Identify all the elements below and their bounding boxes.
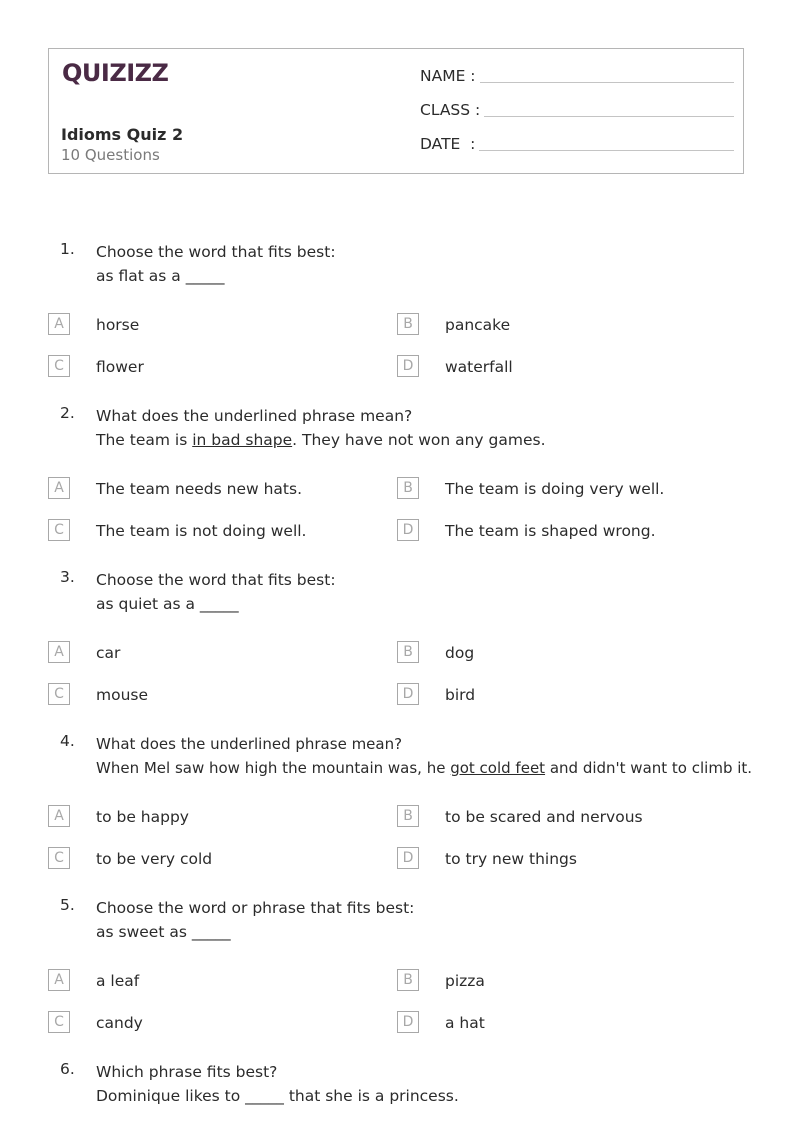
- option-letter-box: A: [48, 969, 70, 991]
- option-text: The team is shaped wrong.: [445, 522, 656, 540]
- question-text: [96, 240, 756, 288]
- q5-option-d[interactable]: [397, 1011, 697, 1035]
- option-text: car: [96, 644, 121, 662]
- q3-option-c[interactable]: [48, 683, 348, 707]
- option-text: a hat: [445, 1014, 485, 1032]
- question-detail: as quiet as a _____: [96, 595, 239, 613]
- option-letter-box: C: [48, 847, 70, 869]
- q4-option-c[interactable]: [48, 847, 348, 871]
- quizizz-logo: QUIZIZZ: [62, 59, 169, 87]
- option-text: mouse: [96, 686, 149, 704]
- option-text: horse: [96, 316, 140, 334]
- q4-option-d[interactable]: [397, 847, 697, 871]
- option-text: The team is not doing well.: [96, 522, 307, 540]
- underlined-phrase: got cold feet: [450, 759, 546, 777]
- question-detail: as sweet as _____: [96, 923, 231, 941]
- question-detail: Dominique likes to _____ that she is a princess.: [96, 1087, 459, 1105]
- q3-option-a[interactable]: [48, 641, 348, 665]
- q2-option-d[interactable]: [397, 519, 697, 543]
- q2-option-c[interactable]: [48, 519, 348, 543]
- question-number: 6.: [60, 1060, 75, 1078]
- question-number: 4.: [60, 732, 75, 750]
- question-text: [96, 896, 756, 944]
- option-letter-box: B: [397, 805, 419, 827]
- question-text: [96, 568, 756, 616]
- option-letter-box: D: [397, 519, 419, 541]
- option-letter-box: D: [397, 847, 419, 869]
- quiz-title: Idioms Quiz 2: [61, 125, 184, 144]
- option-letter-box: D: [397, 355, 419, 377]
- question-prompt: What does the underlined phrase mean?: [96, 735, 403, 753]
- option-text: waterfall: [445, 358, 513, 376]
- option-letter-box: C: [48, 683, 70, 705]
- q2-option-a[interactable]: [48, 477, 348, 501]
- option-letter-box: C: [48, 355, 70, 377]
- question-prompt: Choose the word that fits best:: [96, 571, 336, 589]
- option-letter-box: B: [397, 313, 419, 335]
- question-count: 10 Questions: [61, 146, 160, 164]
- option-text: to try new things: [445, 850, 577, 868]
- question-prompt: What does the underlined phrase mean?: [96, 407, 413, 425]
- option-text: to be happy: [96, 808, 189, 826]
- q1-option-a[interactable]: [48, 313, 348, 337]
- q1-option-d[interactable]: [397, 355, 697, 379]
- class-field[interactable]: [420, 101, 734, 119]
- q5-option-a[interactable]: [48, 969, 348, 993]
- option-text: to be very cold: [96, 850, 213, 868]
- option-letter-box: B: [397, 969, 419, 991]
- option-letter-box: D: [397, 683, 419, 705]
- q4-option-a[interactable]: [48, 805, 348, 829]
- underlined-phrase: in bad shape: [192, 431, 293, 449]
- option-letter-box: B: [397, 641, 419, 663]
- option-letter-box: C: [48, 1011, 70, 1033]
- option-text: to be scared and nervous: [445, 808, 643, 826]
- question-text: [96, 732, 786, 780]
- question-detail: as flat as a _____: [96, 267, 225, 285]
- q5-option-c[interactable]: [48, 1011, 348, 1035]
- date-field[interactable]: [420, 135, 734, 153]
- q2-option-b[interactable]: [397, 477, 697, 501]
- q3-option-b[interactable]: [397, 641, 697, 665]
- option-text: dog: [445, 644, 475, 662]
- class-label: CLASS :: [420, 101, 481, 119]
- name-field[interactable]: [420, 67, 734, 85]
- class-blank-line: [484, 115, 734, 117]
- option-text: The team is doing very well.: [445, 480, 665, 498]
- option-text: pancake: [445, 316, 511, 334]
- question-detail: The team is in bad shape. They have not won any games.: [96, 431, 546, 449]
- option-text: flower: [96, 358, 144, 376]
- option-text: The team needs new hats.: [96, 480, 302, 498]
- option-text: pizza: [445, 972, 485, 990]
- option-letter-box: A: [48, 477, 70, 499]
- name-label: NAME :: [420, 67, 476, 85]
- question-number: 5.: [60, 896, 75, 914]
- question-detail: When Mel saw how high the mountain was, he got cold feet and didn't want to climb it.: [96, 759, 753, 777]
- option-text: bird: [445, 686, 476, 704]
- question-prompt: Choose the word or phrase that fits best:: [96, 899, 415, 917]
- q1-option-c[interactable]: [48, 355, 348, 379]
- option-text: candy: [96, 1014, 143, 1032]
- q1-option-b[interactable]: [397, 313, 697, 337]
- question-prompt: Which phrase fits best?: [96, 1063, 278, 1081]
- question-prompt: Choose the word that fits best:: [96, 243, 336, 261]
- q3-option-d[interactable]: [397, 683, 697, 707]
- option-letter-box: D: [397, 1011, 419, 1033]
- option-letter-box: C: [48, 519, 70, 541]
- question-number: 1.: [60, 240, 75, 258]
- option-letter-box: A: [48, 313, 70, 335]
- q5-option-b[interactable]: [397, 969, 697, 993]
- name-blank-line: [480, 81, 734, 83]
- option-text: a leaf: [96, 972, 140, 990]
- option-letter-box: B: [397, 477, 419, 499]
- question-text: [96, 1060, 756, 1108]
- question-text: [96, 404, 756, 452]
- option-letter-box: A: [48, 805, 70, 827]
- date-label: DATE :: [420, 135, 476, 153]
- q4-option-b[interactable]: [397, 805, 697, 829]
- date-blank-line: [479, 149, 734, 151]
- question-number: 2.: [60, 404, 75, 422]
- worksheet-header: [48, 48, 744, 174]
- option-letter-box: A: [48, 641, 70, 663]
- question-number: 3.: [60, 568, 75, 586]
